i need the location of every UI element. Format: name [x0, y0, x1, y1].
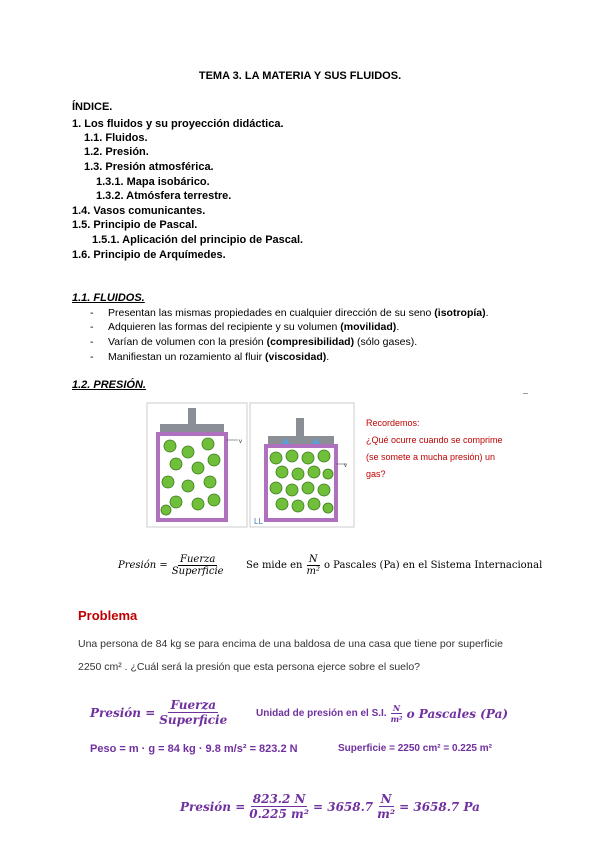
bullet-item: - Adquieren las formas del recipiente y su volumen (movilidad).	[90, 321, 400, 333]
unit-si: Unidad de presión en el S.I. $\frac{N}{\text{m²}}$ o Pascales (Pa)	[256, 703, 509, 724]
gas-compression-figure	[146, 402, 356, 528]
units-statement: Se mide en $\frac{N}{\text{m²}}$ o Pascales (Pa) en el Sistema Internacional	[246, 554, 543, 577]
container-right	[250, 403, 354, 527]
figure-label-v: v	[239, 439, 242, 445]
section-heading-presion: 1.2. PRESIÓN.	[72, 379, 146, 391]
index-item: 1.6. Principio de Arquímedes.	[72, 249, 226, 261]
index-item: 1.5. Principio de Pascal.	[72, 219, 198, 231]
index-item: 1.4. Vasos comunicantes.	[72, 205, 206, 217]
pressure-formula: Presión = $\frac{\text{Fuerza}}{\text{Superficie}}$	[118, 554, 224, 577]
index-item: 1.3.2. Atmósfera terrestre.	[96, 190, 232, 202]
index-item: 1.3. Presión atmosférica.	[84, 161, 214, 173]
problem-heading: Problema	[78, 608, 138, 623]
container-left	[147, 403, 247, 527]
index-item: 1.5.1. Aplicación del principio de Pascal.	[92, 234, 304, 246]
formula-presion: Presión = $\frac{\text{Fuerza}}{\text{Superficie}}$	[90, 698, 228, 727]
index-item: 1.1. Fluidos.	[84, 132, 148, 144]
reminder-text: Recordemos: ¿Qué ocurre cuando se comprime (se somete a mucha presión) un gas?	[366, 418, 503, 479]
problem-line: Una persona de 84 kg se para encima de una baldosa de una casa que tiene por superficie	[78, 638, 503, 650]
index-heading: ÍNDICE.	[72, 101, 113, 113]
problem-line: 2250 cm² . ¿Cuál será la presión que esta persona ejerce sobre el suelo?	[78, 661, 421, 673]
bullet-item: - Manifiestan un rozamiento al fluir (viscosidad).	[90, 351, 330, 363]
index-item: 1.3.1. Mapa isobárico.	[96, 176, 210, 188]
divider	[523, 393, 528, 394]
page-title: TEMA 3. LA MATERIA Y SUS FLUIDOS.	[198, 70, 402, 82]
bullet-item: - Varían de volumen con la presión (compresibilidad) (sólo gases).	[90, 336, 418, 348]
figure-label-ll: LL	[254, 517, 263, 526]
final-result: Presión = $\frac{823.2 N}{\text{0.225 m²}}$ = 3658.7 $\frac{N}{\text{m²}}$ = 3658.7 Pa	[180, 792, 480, 821]
figure-label-v: v	[344, 463, 347, 469]
index-item: 1.2. Presión.	[84, 146, 149, 158]
peso-equation: Peso = m · g = 84 kg · 9.8 m/s² = 823.2 N	[90, 743, 298, 755]
section-heading-fluidos: 1.1. FLUIDOS.	[72, 292, 145, 304]
bullet-item: - Presentan las mismas propiedades en cualquier dirección de su seno (isotropía).	[90, 307, 489, 319]
superficie-equation: Superficie = 2250 cm² = 0.225 m²	[338, 743, 492, 754]
index-item: 1. Los fluidos y su proyección didáctica.	[72, 118, 284, 130]
